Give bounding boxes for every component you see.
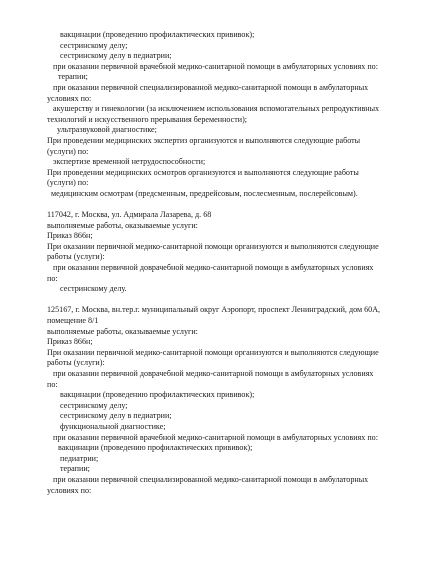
document-text-line: сестринскому делу в педиатрии; bbox=[60, 51, 172, 61]
document-text-line: функциональной диагностике; bbox=[60, 421, 166, 431]
document-text-line: При оказании первичной медико-санитарной помощи организуются и выполняются следующие bbox=[47, 347, 379, 357]
document-text-line: педиатрии; bbox=[60, 453, 99, 463]
document-text-line: вакцинации (проведению профилактических прививок); bbox=[60, 30, 255, 39]
document-text-line: при оказании первичной доврачебной медико-санитарной помощи в амбулаторных условиях bbox=[53, 263, 374, 273]
document-text-line: работы (услуги): bbox=[47, 252, 105, 262]
document-text-line: При проведении медицинских осмотров организуются и выполняются следующие работы bbox=[47, 167, 359, 177]
document-text-line: по: bbox=[47, 379, 58, 389]
document-text-line: выполняемые работы, оказываемые услуги: bbox=[47, 326, 198, 336]
document-text-line: (услуги) по: bbox=[47, 178, 89, 188]
document-text-line: сестринскому делу; bbox=[60, 40, 128, 50]
document-text-line: вакцинации (проведению профилактических прививок); bbox=[58, 443, 253, 453]
document-text-line: сестринскому делу. bbox=[60, 284, 127, 294]
document-text-line: технологий и искусственного прерывания беременности); bbox=[47, 114, 248, 124]
document-text-line: при оказании первичной специализированной медико-санитарной помощи в амбулаторных bbox=[53, 474, 369, 484]
document-text-line: экспертизе временной нетрудоспособности; bbox=[53, 157, 206, 167]
document-text-line: терапии; bbox=[60, 464, 90, 474]
document-text-line: при оказании первичной специализированной медико-санитарной помощи в амбулаторных bbox=[53, 82, 369, 92]
document-text-line: 125167, г. Москва, вн.тер.г. муниципальный округ Аэропорт, проспект Ленинградский, дом 60А, bbox=[47, 305, 381, 315]
block-spacer bbox=[0, 200, 430, 211]
document-text-line: при оказании первичной доврачебной медико-санитарной помощи в амбулаторных условиях bbox=[53, 369, 374, 378]
address-block bbox=[0, 30, 430, 200]
block-spacer bbox=[0, 295, 430, 306]
document-text-line: сестринскому делу; bbox=[60, 400, 128, 410]
document-text-line: при оказании первичной врачебной медико-санитарной помощи в амбулаторных условиях по: bbox=[53, 432, 378, 442]
document-text-line: Приказ 866н; bbox=[47, 231, 93, 241]
document-text-line: терапии; bbox=[58, 72, 88, 82]
document-text-line: работы (услуги): bbox=[47, 358, 105, 368]
document-text-line: условиях по: bbox=[47, 485, 92, 495]
document-text-line: медицинским осмотрам (предсменным, предрейсовым, послесменным, послерейсовым). bbox=[51, 188, 358, 198]
document-text-line: Приказ 866н; bbox=[47, 337, 93, 347]
document-text-line: вакцинации (проведению профилактических прививок); bbox=[60, 390, 255, 400]
document-text-line: ультразвуковой диагностике; bbox=[57, 125, 157, 135]
document-text-line: при оказании первичной врачебной медико-санитарной помощи в амбулаторных условиях по: bbox=[53, 61, 378, 71]
document-text-line: При проведении медицинских экспертиз организуются и выполняются следующие работы bbox=[47, 135, 361, 145]
license-document-page bbox=[0, 30, 430, 496]
document-text-line: помещение 8/1 bbox=[47, 316, 99, 326]
document-text-line: сестринскому делу в педиатрии; bbox=[60, 411, 172, 421]
document-text-line: (услуги) по: bbox=[47, 146, 89, 156]
document-text-line: При оказании первичной медико-санитарной помощи организуются и выполняются следующие bbox=[47, 241, 379, 251]
address-block bbox=[0, 305, 430, 496]
document-text-line: акушерству и гинекологии (за исключением использования вспомогательных репродуктивных bbox=[53, 104, 380, 114]
document-text-line: по: bbox=[47, 273, 58, 283]
document-text-line: выполняемые работы, оказываемые услуги: bbox=[47, 220, 198, 230]
document-text-line: условиях по: bbox=[47, 93, 92, 103]
address-block bbox=[0, 210, 430, 295]
document-text-line: 117042, г. Москва, ул. Адмирала Лазарева, д. 68 bbox=[47, 210, 212, 220]
